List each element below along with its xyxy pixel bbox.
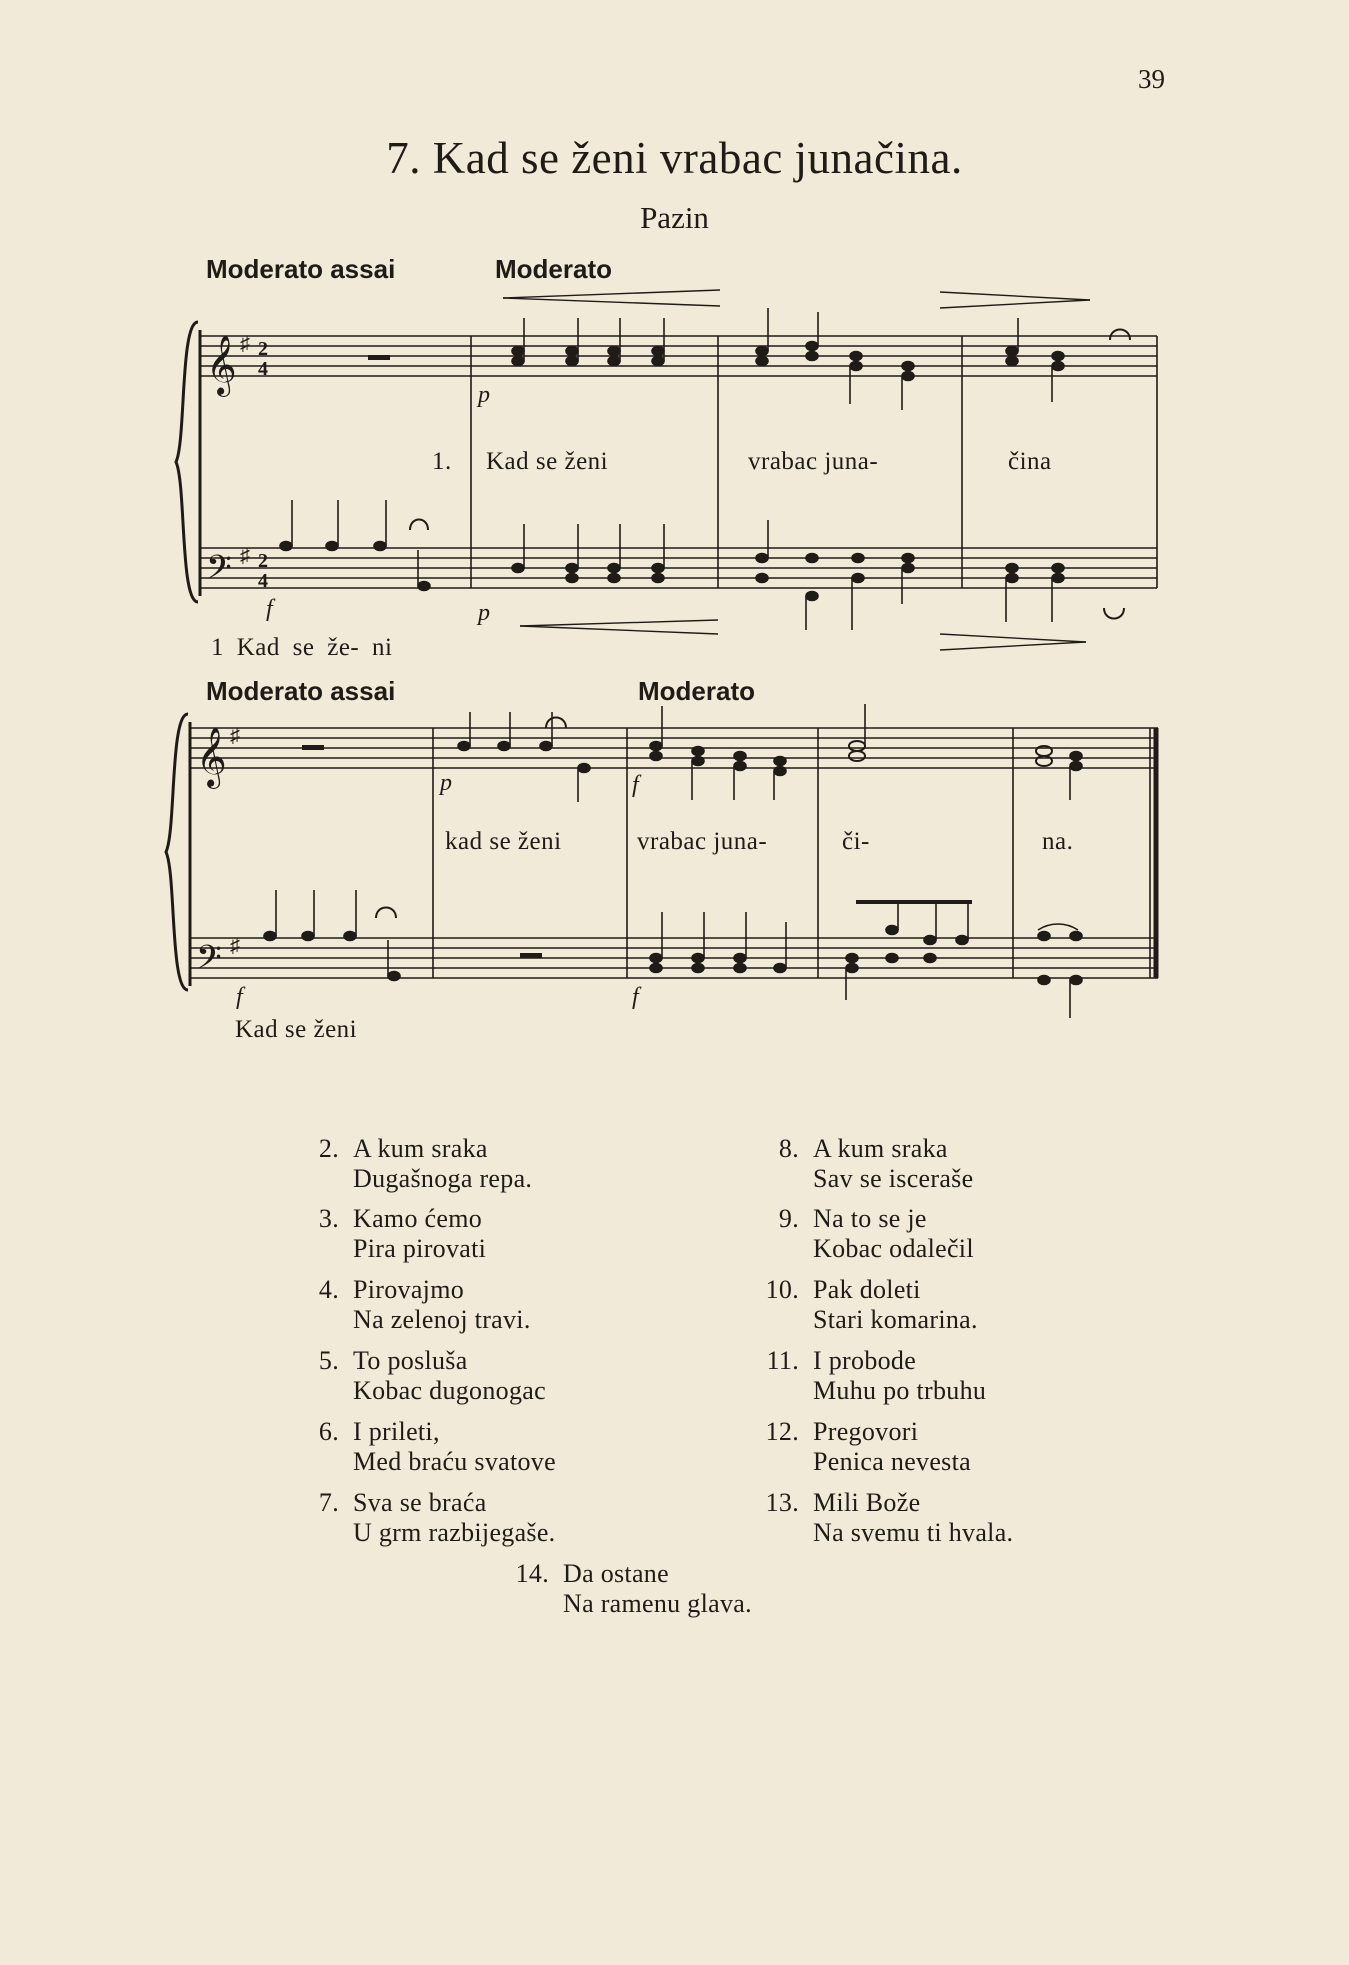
verse-14 bbox=[515, 1559, 752, 1619]
verse-line: Na ramenu glava. bbox=[563, 1589, 752, 1618]
verse-line: I prileti, bbox=[353, 1417, 440, 1446]
verse-line: Kobac dugonogac bbox=[353, 1376, 546, 1405]
verse-line: Stari komarina. bbox=[813, 1305, 978, 1334]
lyric-s1-m2: Kad se ženi bbox=[486, 448, 609, 475]
lyric-s1-m4: čina bbox=[1008, 448, 1052, 475]
svg-text:𝄞: 𝄞 bbox=[196, 729, 227, 786]
lyric-verse-number: 1. bbox=[432, 448, 452, 475]
svg-text:2: 2 bbox=[258, 550, 268, 572]
lyric-s2-m2: kad se ženi bbox=[445, 828, 562, 855]
svg-text:4: 4 bbox=[258, 358, 268, 380]
verse-number: 3. bbox=[318, 1204, 339, 1233]
system-2-bass-notes bbox=[264, 890, 1082, 1018]
verse-5 bbox=[318, 1346, 546, 1406]
lyric-s2-m3: vrabac juna- bbox=[637, 828, 768, 855]
verse-number: 11. bbox=[766, 1346, 799, 1375]
verse-line: Med braću svatove bbox=[353, 1447, 556, 1476]
verse-number: 8. bbox=[778, 1134, 799, 1163]
dynamic-p-bass-system-1: p bbox=[478, 600, 490, 626]
lyric-s2-bass: Kad se ženi bbox=[235, 1016, 358, 1043]
lyric-s2-m5: na. bbox=[1042, 828, 1074, 855]
svg-text:𝄞: 𝄞 bbox=[206, 337, 237, 394]
lyric-s1-bass: 1 Kad se že- ni bbox=[211, 634, 393, 661]
verse-11 bbox=[766, 1346, 987, 1406]
verse-line: Na svemu ti hvala. bbox=[813, 1518, 1014, 1547]
system-1-treble-notes bbox=[512, 308, 1064, 410]
system-1-bass-notes bbox=[280, 500, 1064, 630]
verse-line: Muhu po trbuhu bbox=[813, 1376, 987, 1405]
verse-3 bbox=[318, 1204, 487, 1264]
system-1-brace bbox=[176, 322, 198, 602]
tempo-right-system-2: Moderato bbox=[638, 676, 755, 706]
verse-line: To posluša bbox=[353, 1346, 468, 1375]
verse-line: Mili Bože bbox=[813, 1488, 921, 1517]
verse-line: I probode bbox=[813, 1346, 917, 1375]
verse-9 bbox=[778, 1204, 974, 1264]
verse-line: Pak doleti bbox=[813, 1275, 921, 1304]
dynamic-f-bass-system-2b: f bbox=[632, 984, 639, 1010]
dynamic-p-treble-system-1: p bbox=[478, 382, 490, 408]
svg-text:♯: ♯ bbox=[230, 725, 240, 747]
verse-4 bbox=[318, 1275, 531, 1335]
svg-text:♯: ♯ bbox=[240, 333, 250, 355]
verse-number: 14. bbox=[515, 1559, 549, 1588]
verse-line: Kamo ćemo bbox=[353, 1204, 483, 1233]
verse-7 bbox=[318, 1488, 556, 1548]
svg-text:𝄢: 𝄢 bbox=[206, 549, 232, 594]
verse-number: 2. bbox=[318, 1134, 339, 1163]
dynamic-f-bass-system-2a: f bbox=[236, 984, 243, 1010]
svg-text:𝄢: 𝄢 bbox=[196, 939, 222, 984]
verse-number: 10. bbox=[765, 1275, 799, 1304]
svg-text:♯: ♯ bbox=[240, 545, 250, 567]
verse-line: A kum sraka bbox=[813, 1134, 948, 1163]
verse-number: 4. bbox=[318, 1275, 339, 1304]
verse-line: A kum sraka bbox=[353, 1134, 488, 1163]
system-2-brace bbox=[166, 714, 188, 990]
svg-text:2: 2 bbox=[258, 338, 268, 360]
dynamic-f-treble-system-2: f bbox=[632, 772, 639, 798]
verse-6 bbox=[318, 1417, 556, 1477]
tempo-right-system-1: Moderato bbox=[495, 254, 612, 284]
verse-number: 13. bbox=[765, 1488, 799, 1517]
verse-13 bbox=[765, 1488, 1014, 1548]
verse-line: Sva se braća bbox=[353, 1488, 487, 1517]
verse-2 bbox=[318, 1134, 533, 1194]
verse-number: 7. bbox=[318, 1488, 339, 1517]
verse-12 bbox=[765, 1417, 971, 1477]
verse-line: Pregovori bbox=[813, 1417, 919, 1446]
tempo-left-system-2: Moderato assai bbox=[206, 676, 396, 706]
lyric-s1-m3: vrabac juna- bbox=[748, 448, 879, 475]
verse-line: Pirovajmo bbox=[353, 1275, 465, 1304]
verse-number: 6. bbox=[318, 1417, 339, 1446]
verse-10 bbox=[765, 1275, 978, 1335]
dynamic-f-bass-system-1: f bbox=[266, 596, 273, 622]
verse-line: Dugašnoga repa. bbox=[353, 1164, 533, 1193]
verse-line: Na zelenoj travi. bbox=[353, 1305, 531, 1334]
svg-text:♯: ♯ bbox=[230, 935, 240, 957]
page-number: 39 bbox=[1138, 64, 1165, 94]
lyric-s2-m4: či- bbox=[842, 828, 870, 855]
verse-line: Penica nevesta bbox=[813, 1447, 971, 1476]
verse-line: Kobac odalečil bbox=[813, 1234, 974, 1263]
verse-number: 5. bbox=[318, 1346, 339, 1375]
verse-line: Sav se isceraše bbox=[813, 1164, 974, 1193]
verse-number: 9. bbox=[778, 1204, 799, 1233]
song-place: Pazin bbox=[640, 200, 709, 235]
verse-line: Na to se je bbox=[813, 1204, 927, 1233]
verse-line: Da ostane bbox=[563, 1559, 669, 1588]
verse-line: U grm razbijegaše. bbox=[353, 1518, 556, 1547]
verse-number: 12. bbox=[765, 1417, 799, 1446]
song-title: 7. Kad se ženi vrabac junačina. bbox=[386, 133, 963, 183]
tempo-left-system-1: Moderato assai bbox=[206, 254, 396, 284]
system-2 bbox=[166, 704, 1158, 1018]
verse-8 bbox=[778, 1134, 974, 1194]
svg-text:4: 4 bbox=[258, 570, 268, 592]
dynamic-p-treble-system-2: p bbox=[440, 770, 452, 796]
verse-line: Pira pirovati bbox=[353, 1234, 487, 1263]
